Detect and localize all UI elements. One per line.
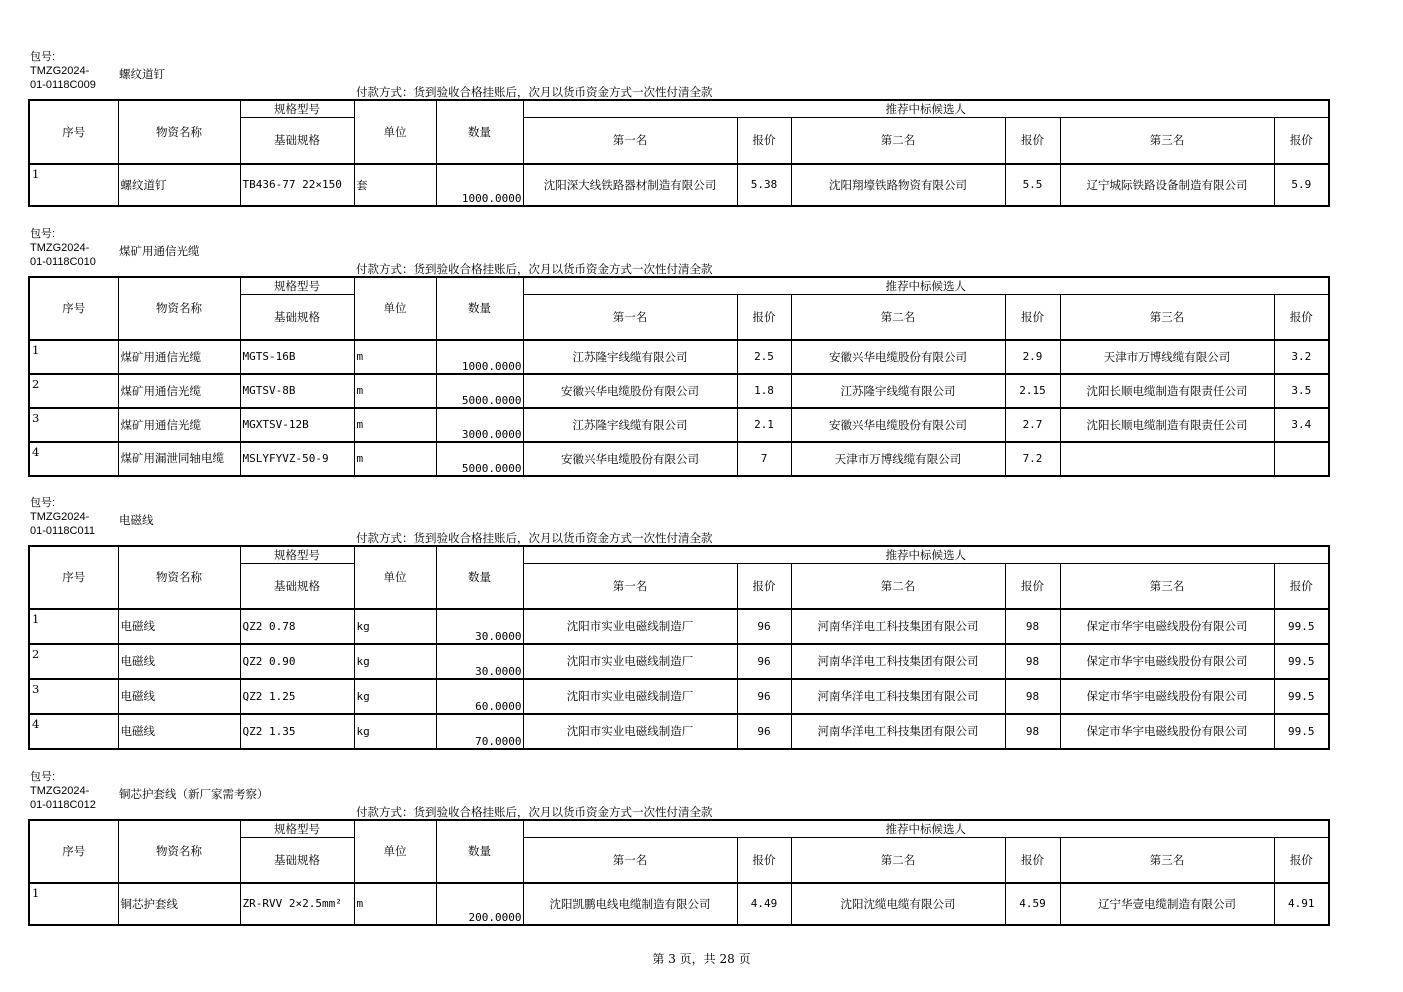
cell-price1: 7 xyxy=(737,442,791,476)
cell-second: 沈阳翔壕铁路物资有限公司 xyxy=(791,164,1005,206)
cell-name: 电磁线 xyxy=(118,679,240,714)
cell-first: 安徽兴华电缆股份有限公司 xyxy=(523,442,737,476)
cell-first: 沈阳凯鹏电线电缆制造有限公司 xyxy=(523,883,737,925)
table-row xyxy=(29,609,1329,644)
cell-price3: 3.5 xyxy=(1274,374,1329,408)
cell-first: 江苏隆宇线缆有限公司 xyxy=(523,340,737,374)
package-number-line2: 01-0118C011 xyxy=(30,525,96,537)
cell-unit: m xyxy=(354,374,436,408)
cell-spec: QZ2 1.25 xyxy=(240,679,354,714)
header-qty: 数量 xyxy=(436,277,523,340)
header-spec: 基础规格 xyxy=(240,295,354,340)
package-number-line1: TMZG2024- xyxy=(30,511,90,523)
header-seq: 序号 xyxy=(29,546,118,609)
table-row xyxy=(29,164,1329,206)
cell-qty: 70.0000 xyxy=(436,714,523,749)
cell-price3 xyxy=(1274,442,1329,476)
cell-name: 电磁线 xyxy=(118,609,240,644)
header-price: 报价 xyxy=(1005,838,1060,883)
header-price: 报价 xyxy=(1005,118,1060,164)
cell-second: 河南华洋电工科技集团有限公司 xyxy=(791,644,1005,679)
header-qty: 数量 xyxy=(436,546,523,609)
header-price: 报价 xyxy=(1274,838,1329,883)
header-second: 第二名 xyxy=(791,295,1005,340)
cell-spec: QZ2 0.78 xyxy=(240,609,354,644)
table-row xyxy=(29,883,1329,925)
package-number-line1: TMZG2024- xyxy=(30,65,90,77)
package-name: 铜芯护套线（新厂家需考察） xyxy=(119,787,269,801)
cell-spec: TB436-77 22×150 xyxy=(240,164,354,206)
cell-price1: 96 xyxy=(737,679,791,714)
header-second: 第二名 xyxy=(791,564,1005,609)
header-third: 第三名 xyxy=(1060,564,1274,609)
cell-name: 电磁线 xyxy=(118,644,240,679)
cell-name: 电磁线 xyxy=(118,714,240,749)
cell-price2: 2.9 xyxy=(1005,340,1060,374)
payment-terms: 付款方式：货到验收合格挂账后，次月以货币资金方式一次性付清全款 xyxy=(356,262,713,276)
cell-price3: 4.91 xyxy=(1274,883,1329,925)
cell-unit: kg xyxy=(354,679,436,714)
header-price: 报价 xyxy=(1005,564,1060,609)
payment-terms: 付款方式：货到验收合格挂账后，次月以货币资金方式一次性付清全款 xyxy=(356,85,713,99)
bid-table xyxy=(28,545,1330,750)
header-name: 物资名称 xyxy=(118,820,240,883)
cell-third: 辽宁华壹电缆制造有限公司 xyxy=(1060,883,1274,925)
package-number-line2: 01-0118C009 xyxy=(30,79,96,91)
header-spec-group: 规格型号 xyxy=(240,277,354,295)
cell-third: 辽宁城际铁路设备制造有限公司 xyxy=(1060,164,1274,206)
payment-terms: 付款方式：货到验收合格挂账后，次月以货币资金方式一次性付清全款 xyxy=(356,805,713,819)
header-qty: 数量 xyxy=(436,100,523,164)
cell-qty: 30.0000 xyxy=(436,609,523,644)
header-row xyxy=(29,820,1329,838)
cell-price2: 98 xyxy=(1005,644,1060,679)
cell-price1: 96 xyxy=(737,714,791,749)
cell-second: 河南华洋电工科技集团有限公司 xyxy=(791,679,1005,714)
table-row xyxy=(29,442,1329,476)
cell-price2: 98 xyxy=(1005,714,1060,749)
cell-price1: 2.5 xyxy=(737,340,791,374)
cell-seq: 3 xyxy=(29,408,118,442)
package-number-line2: 01-0118C010 xyxy=(30,256,96,268)
header-seq: 序号 xyxy=(29,100,118,164)
package-number-line2: 01-0118C012 xyxy=(30,799,96,811)
header-name: 物资名称 xyxy=(118,546,240,609)
cell-unit: m xyxy=(354,883,436,925)
header-first: 第一名 xyxy=(523,295,737,340)
header-second: 第二名 xyxy=(791,118,1005,164)
cell-second: 天津市万博线缆有限公司 xyxy=(791,442,1005,476)
cell-unit: m xyxy=(354,442,436,476)
cell-price1: 2.1 xyxy=(737,408,791,442)
cell-unit: kg xyxy=(354,644,436,679)
cell-spec: MSLYFYVZ-50-9 xyxy=(240,442,354,476)
header-third: 第三名 xyxy=(1060,295,1274,340)
header-unit: 单位 xyxy=(354,546,436,609)
cell-spec: MGXTSV-12B xyxy=(240,408,354,442)
cell-third: 沈阳长顺电缆制造有限责任公司 xyxy=(1060,408,1274,442)
table-row xyxy=(29,644,1329,679)
package-number-line1: TMZG2024- xyxy=(30,785,90,797)
cell-second: 江苏隆宇线缆有限公司 xyxy=(791,374,1005,408)
cell-third xyxy=(1060,442,1274,476)
cell-seq: 1 xyxy=(29,609,118,644)
cell-unit: m xyxy=(354,408,436,442)
cell-price3: 3.4 xyxy=(1274,408,1329,442)
cell-price1: 1.8 xyxy=(737,374,791,408)
cell-price2: 2.7 xyxy=(1005,408,1060,442)
package-number xyxy=(30,227,96,269)
header-unit: 单位 xyxy=(354,820,436,883)
header-seq: 序号 xyxy=(29,277,118,340)
package-number xyxy=(30,770,96,812)
header-name: 物资名称 xyxy=(118,100,240,164)
header-row xyxy=(29,546,1329,564)
header-price: 报价 xyxy=(1274,295,1329,340)
table-row xyxy=(29,340,1329,374)
cell-third: 保定市华宇电磁线股份有限公司 xyxy=(1060,679,1274,714)
cell-name: 煤矿用通信光缆 xyxy=(118,408,240,442)
cell-price1: 96 xyxy=(737,644,791,679)
cell-seq: 2 xyxy=(29,644,118,679)
cell-seq: 1 xyxy=(29,164,118,206)
cell-qty: 1000.0000 xyxy=(436,164,523,206)
header-spec: 基础规格 xyxy=(240,118,354,164)
cell-third: 保定市华宇电磁线股份有限公司 xyxy=(1060,714,1274,749)
cell-first: 沈阳市实业电磁线制造厂 xyxy=(523,679,737,714)
cell-spec: MGTS-16B xyxy=(240,340,354,374)
page-footer: 第 3 页，共 28 页 xyxy=(652,952,751,966)
cell-second: 安徽兴华电缆股份有限公司 xyxy=(791,408,1005,442)
package-name: 电磁线 xyxy=(119,513,154,527)
header-first: 第一名 xyxy=(523,838,737,883)
table-row xyxy=(29,714,1329,749)
header-candidates: 推荐中标候选人 xyxy=(523,820,1329,838)
cell-second: 河南华洋电工科技集团有限公司 xyxy=(791,714,1005,749)
header-spec-group: 规格型号 xyxy=(240,546,354,564)
cell-spec: MGTSV-8B xyxy=(240,374,354,408)
cell-first: 安徽兴华电缆股份有限公司 xyxy=(523,374,737,408)
cell-price3: 3.2 xyxy=(1274,340,1329,374)
cell-price2: 5.5 xyxy=(1005,164,1060,206)
cell-name: 螺纹道钉 xyxy=(118,164,240,206)
header-price: 报价 xyxy=(1274,564,1329,609)
cell-name: 煤矿用漏泄同轴电缆 xyxy=(118,442,240,476)
header-candidates: 推荐中标候选人 xyxy=(523,277,1329,295)
cell-unit: 套 xyxy=(354,164,436,206)
cell-unit: kg xyxy=(354,714,436,749)
header-seq: 序号 xyxy=(29,820,118,883)
header-first: 第一名 xyxy=(523,118,737,164)
cell-name: 煤矿用通信光缆 xyxy=(118,374,240,408)
header-spec-group: 规格型号 xyxy=(240,100,354,118)
cell-qty: 200.0000 xyxy=(436,883,523,925)
table-row xyxy=(29,408,1329,442)
cell-price3: 99.5 xyxy=(1274,714,1329,749)
cell-spec: ZR-RVV 2×2.5mm² xyxy=(240,883,354,925)
cell-second: 沈阳沈缆电缆有限公司 xyxy=(791,883,1005,925)
cell-qty: 30.0000 xyxy=(436,644,523,679)
header-price: 报价 xyxy=(737,564,791,609)
header-third: 第三名 xyxy=(1060,838,1274,883)
bid-table xyxy=(28,819,1330,926)
payment-terms: 付款方式：货到验收合格挂账后，次月以货币资金方式一次性付清全款 xyxy=(356,531,713,545)
cell-name: 铜芯护套线 xyxy=(118,883,240,925)
package-label: 包号: xyxy=(30,228,56,240)
header-spec: 基础规格 xyxy=(240,564,354,609)
cell-price2: 98 xyxy=(1005,679,1060,714)
cell-second: 安徽兴华电缆股份有限公司 xyxy=(791,340,1005,374)
cell-qty: 1000.0000 xyxy=(436,340,523,374)
cell-price2: 2.15 xyxy=(1005,374,1060,408)
cell-price1: 5.38 xyxy=(737,164,791,206)
cell-first: 沈阳市实业电磁线制造厂 xyxy=(523,714,737,749)
cell-seq: 2 xyxy=(29,374,118,408)
cell-seq: 1 xyxy=(29,883,118,925)
header-price: 报价 xyxy=(737,295,791,340)
package-number xyxy=(30,50,96,92)
cell-spec: QZ2 0.90 xyxy=(240,644,354,679)
cell-qty: 5000.0000 xyxy=(436,442,523,476)
package-name: 煤矿用通信光缆 xyxy=(119,244,200,258)
cell-price3: 99.5 xyxy=(1274,609,1329,644)
header-unit: 单位 xyxy=(354,277,436,340)
header-row xyxy=(29,100,1329,118)
header-unit: 单位 xyxy=(354,100,436,164)
cell-third: 天津市万博线缆有限公司 xyxy=(1060,340,1274,374)
cell-first: 沈阳深大线铁路器材制造有限公司 xyxy=(523,164,737,206)
cell-spec: QZ2 1.35 xyxy=(240,714,354,749)
cell-seq: 4 xyxy=(29,442,118,476)
cell-price3: 5.9 xyxy=(1274,164,1329,206)
cell-seq: 4 xyxy=(29,714,118,749)
header-qty: 数量 xyxy=(436,820,523,883)
cell-second: 河南华洋电工科技集团有限公司 xyxy=(791,609,1005,644)
header-price: 报价 xyxy=(1274,118,1329,164)
header-row xyxy=(29,277,1329,295)
cell-name: 煤矿用通信光缆 xyxy=(118,340,240,374)
cell-unit: m xyxy=(354,340,436,374)
cell-unit: kg xyxy=(354,609,436,644)
cell-price2: 4.59 xyxy=(1005,883,1060,925)
cell-third: 沈阳长顺电缆制造有限责任公司 xyxy=(1060,374,1274,408)
cell-qty: 3000.0000 xyxy=(436,408,523,442)
header-spec-group: 规格型号 xyxy=(240,820,354,838)
cell-price2: 98 xyxy=(1005,609,1060,644)
table-row xyxy=(29,679,1329,714)
header-candidates: 推荐中标候选人 xyxy=(523,100,1329,118)
cell-first: 江苏隆宇线缆有限公司 xyxy=(523,408,737,442)
header-third: 第三名 xyxy=(1060,118,1274,164)
package-label: 包号: xyxy=(30,497,56,509)
cell-price2: 7.2 xyxy=(1005,442,1060,476)
cell-first: 沈阳市实业电磁线制造厂 xyxy=(523,644,737,679)
header-price: 报价 xyxy=(1005,295,1060,340)
cell-seq: 3 xyxy=(29,679,118,714)
header-price: 报价 xyxy=(737,838,791,883)
cell-first: 沈阳市实业电磁线制造厂 xyxy=(523,609,737,644)
cell-price3: 99.5 xyxy=(1274,644,1329,679)
bid-table xyxy=(28,99,1330,207)
cell-third: 保定市华宇电磁线股份有限公司 xyxy=(1060,609,1274,644)
cell-seq: 1 xyxy=(29,340,118,374)
cell-third: 保定市华宇电磁线股份有限公司 xyxy=(1060,644,1274,679)
table-row xyxy=(29,374,1329,408)
package-number-line1: TMZG2024- xyxy=(30,242,90,254)
package-name: 螺纹道钉 xyxy=(119,67,165,81)
cell-price1: 96 xyxy=(737,609,791,644)
cell-price1: 4.49 xyxy=(737,883,791,925)
cell-price3: 99.5 xyxy=(1274,679,1329,714)
cell-qty: 5000.0000 xyxy=(436,374,523,408)
header-name: 物资名称 xyxy=(118,277,240,340)
header-candidates: 推荐中标候选人 xyxy=(523,546,1329,564)
header-spec: 基础规格 xyxy=(240,838,354,883)
cell-qty: 60.0000 xyxy=(436,679,523,714)
package-number xyxy=(30,496,95,538)
header-first: 第一名 xyxy=(523,564,737,609)
package-label: 包号: xyxy=(30,771,56,783)
bid-table xyxy=(28,276,1330,477)
package-label: 包号: xyxy=(30,51,56,63)
header-second: 第二名 xyxy=(791,838,1005,883)
header-price: 报价 xyxy=(737,118,791,164)
